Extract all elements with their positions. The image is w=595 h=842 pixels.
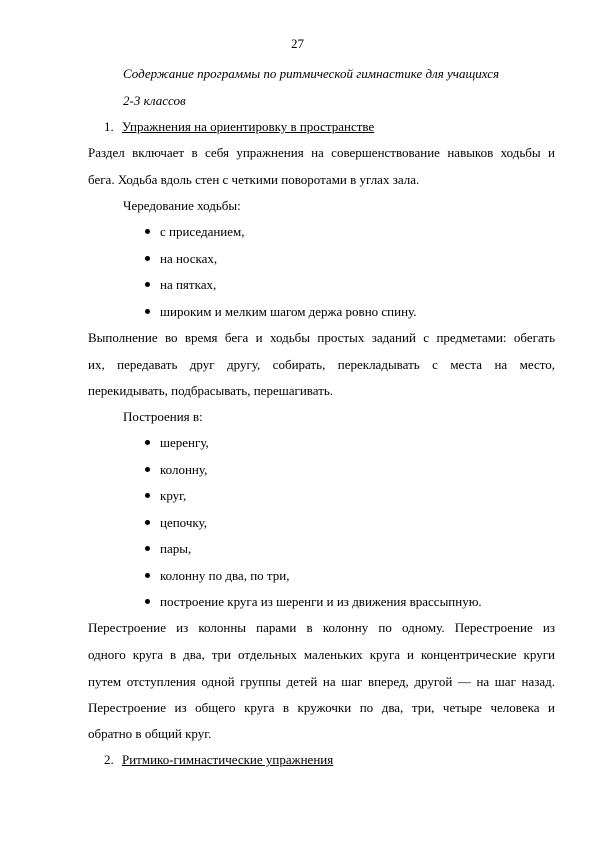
- bullet-icon: [145, 573, 150, 578]
- bullet-icon: [145, 493, 150, 498]
- walking-item-3: на пятках,: [160, 277, 217, 292]
- paragraph-3-line-1: Перестроение из колонны парами в колонну по одному. Перестроение из: [88, 620, 555, 635]
- paragraph-3-line-5: обратно в общий круг.: [88, 726, 212, 741]
- bullet-icon: [145, 546, 150, 551]
- bullet-icon: [145, 520, 150, 525]
- paragraph-2: [88, 330, 555, 384]
- page-number: 27: [291, 36, 304, 51]
- formation-item-4: цепочку,: [160, 515, 207, 530]
- formation-item-2: колонну,: [160, 462, 208, 477]
- formation-item-6: колонну по два, по три,: [160, 568, 290, 583]
- section-1-number: 1.: [104, 119, 114, 134]
- paragraph-1-line-1: Раздел включает в себя упражнения на совершенствование навыков ходьбы и: [88, 145, 555, 160]
- section-2-number: 2.: [104, 752, 114, 767]
- formation-item-3: круг,: [160, 488, 187, 503]
- paragraph-3-line-2: одного круга в два, три отдельных маленьких круга и концентрические круги: [88, 646, 555, 662]
- paragraph-1: [88, 145, 555, 172]
- title-line-1: Содержание программы по ритмической гимнастике для учащихся: [123, 66, 500, 81]
- paragraph-3: [88, 620, 555, 727]
- paragraph-2-line-2: их, передавать друг другу, собирать, перекладывать с места на место,: [88, 356, 555, 372]
- bullet-icon: [145, 599, 150, 604]
- section-2-heading: Ритмико-гимнастические упражнения: [122, 752, 334, 767]
- bullet-icon: [145, 256, 150, 261]
- formation-item-1: шеренгу,: [160, 435, 209, 450]
- formations-label: Построения в:: [123, 409, 203, 424]
- paragraph-1-line-2: бега. Ходьба вдоль стен с четкими поворотами в углах зала.: [88, 172, 420, 187]
- walking-label: Чередование ходьбы:: [123, 198, 241, 213]
- formation-item-5: пары,: [160, 541, 192, 556]
- formation-item-7: построение круга из шеренги и из движения врассыпную.: [160, 594, 482, 609]
- bullet-icon: [145, 467, 150, 472]
- bullet-icon: [145, 440, 150, 445]
- walking-item-2: на носках,: [160, 251, 218, 266]
- title-line-2: 2-3 классов: [123, 93, 186, 108]
- paragraph-2-line-1: Выполнение во время бега и ходьбы простых заданий с предметами: обегать: [88, 330, 555, 345]
- walking-item-4: широким и мелким шагом держа ровно спину.: [160, 304, 417, 319]
- bullet-icon: [145, 229, 150, 234]
- section-1-heading: Упражнения на ориентировку в пространстве: [122, 119, 375, 134]
- bullet-icon: [145, 309, 150, 314]
- paragraph-3-line-3: путем отступления одной группы детей на шаг вперед, другой — на шаг назад.: [88, 673, 555, 689]
- paragraph-2-line-3: перекидывать, подбрасывать, перешагивать.: [88, 383, 334, 398]
- walking-item-1: с приседанием,: [160, 224, 245, 239]
- paragraph-3-line-4: Перестроение из общего круга в кружочки по два, три, четыре человека и: [88, 700, 555, 716]
- bullet-icon: [145, 282, 150, 287]
